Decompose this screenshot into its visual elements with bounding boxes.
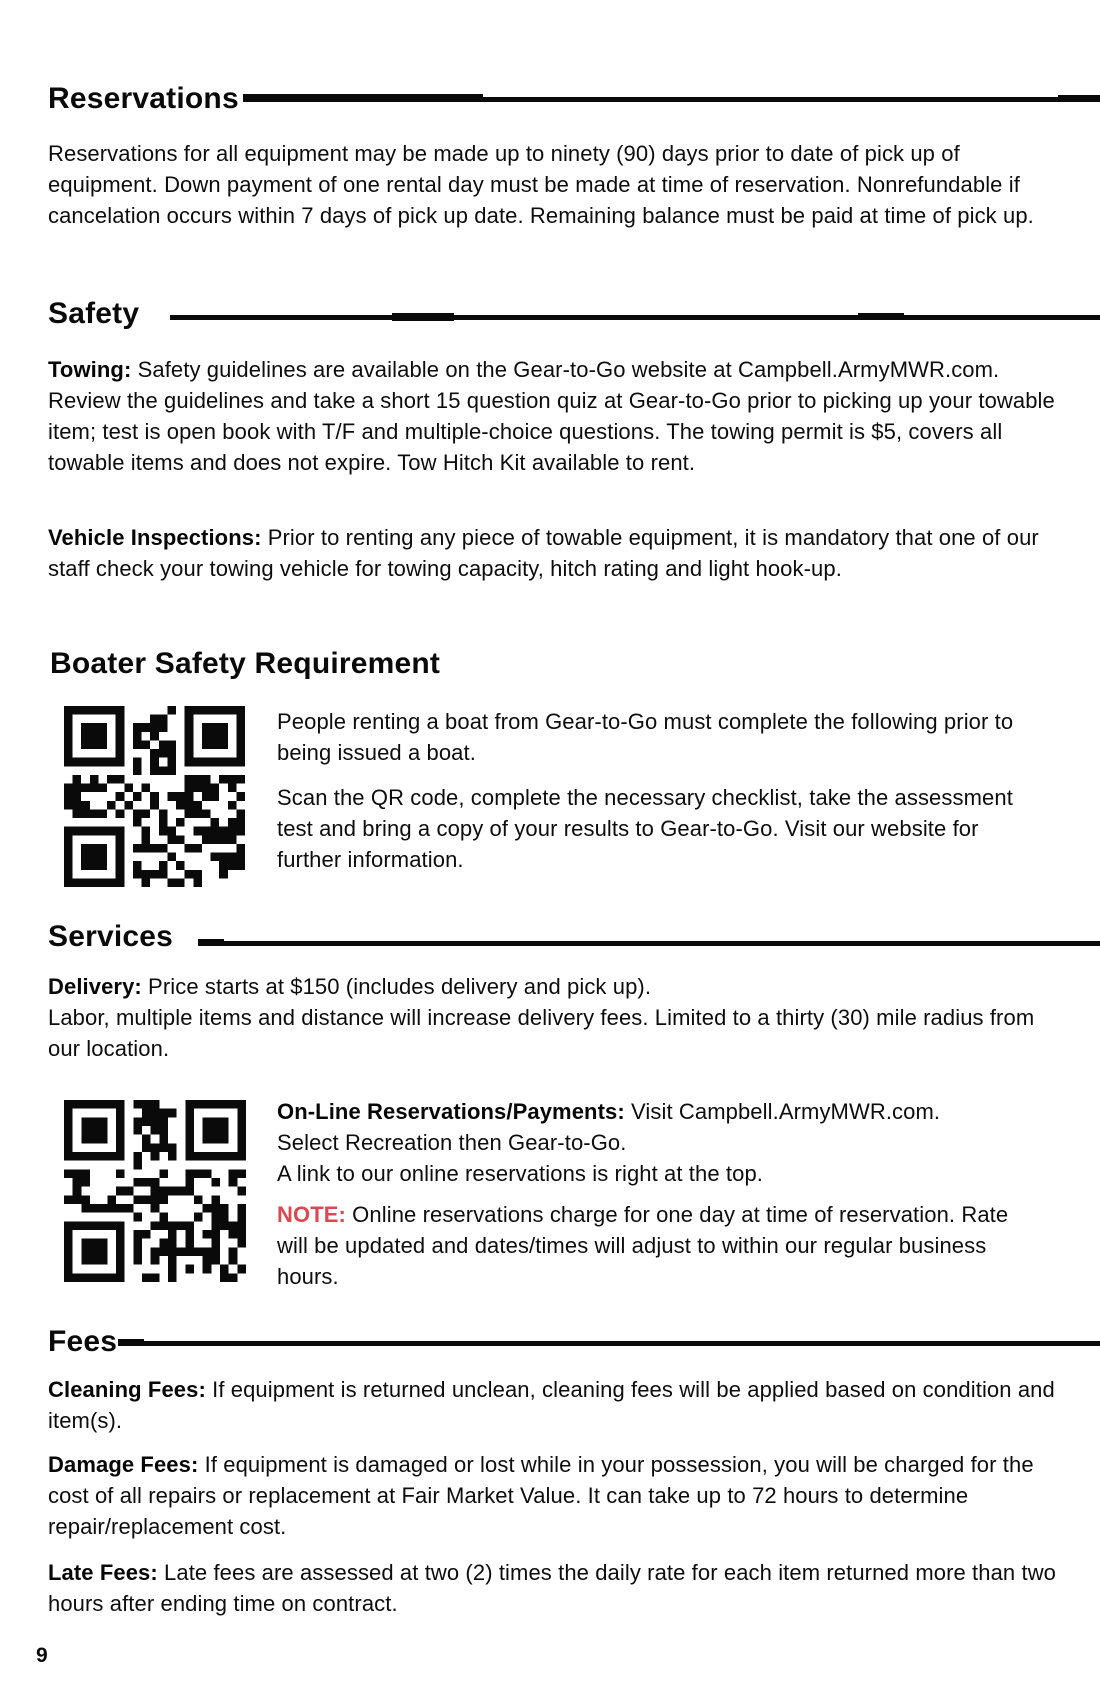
- delivery-line-1: [48, 971, 1058, 1002]
- online-line-3: A link to our online reservations is right at the top.: [277, 1161, 763, 1186]
- reservations-rule-stroke: [243, 94, 483, 102]
- safety-rule: [170, 315, 1100, 320]
- online-reservations-label: On-Line Reservations/Payments:: [277, 1099, 625, 1124]
- note-text: Online reservations charge for one day at time of reservation. Rate will be updated and dates/times will adjust to within our regular business hours.: [277, 1202, 1009, 1289]
- section-title-services: Services: [48, 920, 174, 953]
- late-fees-text: Late fees are assessed at two (2) times the daily rate for each item returned more than two hours after ending time on contract.: [48, 1560, 1057, 1616]
- online-line-2: Select Recreation then Gear-to-Go.: [277, 1130, 627, 1155]
- vehicle-inspections-text: Prior to renting any piece of towable equipment, it is mandatory that one of our staff check your towing vehicle for towing capacity, hitch rating and light hook-up.: [48, 525, 1039, 581]
- section-title-safety: Safety: [48, 297, 140, 330]
- services-rule-stroke: [198, 939, 224, 946]
- towing-text: Safety guidelines are available on the Gear-to-Go website at Campbell.ArmyMWR.com. Review the guidelines and take a short 15 question quiz at Gear-to-Go prior to picking up your towable item; test is open book with T/F and multiple-choice questions. The towing permit is $5, covers all towable items and does not expire. Tow Hitch Kit available to rent.: [48, 357, 1055, 475]
- delivery-label: Delivery:: [48, 974, 142, 999]
- boater-paragraph-2: Scan the QR code, complete the necessary checklist, take the assessment test and bring a copy of your results to Gear-to-Go. Visit our website for further information.: [277, 785, 1013, 872]
- cleaning-fees-paragraph: [48, 1374, 1058, 1436]
- safety-rule-stroke: [392, 313, 454, 321]
- boater-paragraph-1: People renting a boat from Gear-to-Go must complete the following prior to being issued a boat.: [277, 709, 1014, 765]
- cleaning-fees-text: If equipment is returned unclean, cleaning fees will be applied based on condition and item(s).: [48, 1377, 1055, 1433]
- section-title-fees: Fees: [48, 1325, 118, 1358]
- reservations-rule-end: [1058, 95, 1100, 102]
- online-line-1-text: Visit Campbell.ArmyMWR.com.: [624, 1099, 941, 1124]
- boater-safety-qr-code-icon: [64, 706, 245, 887]
- page-number: 9: [36, 1644, 48, 1667]
- online-reservations-qr-code-icon: [64, 1100, 246, 1282]
- section-title-reservations: Reservations: [48, 82, 239, 115]
- towing-paragraph: [48, 354, 1068, 478]
- late-fees-label: Late Fees:: [48, 1560, 158, 1585]
- delivery-rest: Labor, multiple items and distance will increase delivery fees. Limited to a thirty (30) mile radius from our location.: [48, 1005, 1035, 1061]
- note-paragraph: [277, 1199, 1033, 1292]
- services-rule: [198, 941, 1100, 946]
- section-title-boater-safety: Boater Safety Requirement: [50, 647, 441, 680]
- damage-fees-paragraph: [48, 1449, 1070, 1542]
- reservations-paragraph: Reservations for all equipment may be made up to ninety (90) days prior to date of pick up of equipment. Down payment of one rental day must be made at time of reservation. Nonrefundable if cancelation occurs within 7 days of pick up date. Remaining balance must be paid at time of pick up.: [48, 141, 1034, 228]
- fees-rule-stroke: [118, 1339, 144, 1346]
- safety-rule-stroke-2: [858, 313, 904, 320]
- delivery-line-1-text: Price starts at $150 (includes delivery and pick up).: [141, 974, 652, 999]
- towing-label: Towing:: [48, 357, 132, 382]
- vehicle-inspections-label: Vehicle Inspections:: [48, 525, 262, 550]
- cleaning-fees-label: Cleaning Fees:: [48, 1377, 206, 1402]
- note-label: NOTE:: [277, 1202, 346, 1227]
- delivery-paragraph: [48, 971, 1058, 1064]
- online-line-1: [277, 1096, 1047, 1127]
- damage-fees-label: Damage Fees:: [48, 1452, 199, 1477]
- damage-fees-text: If equipment is damaged or lost while in your possession, you will be charged for the cost of all repairs or replacement at Fair Market Value. It can take up to 72 hours to determine repair/replacement cost.: [48, 1452, 1034, 1539]
- online-reservations-paragraph: [277, 1096, 1047, 1189]
- late-fees-paragraph: [48, 1557, 1058, 1619]
- vehicle-inspections-paragraph: [48, 522, 1048, 584]
- fees-rule: [118, 1341, 1100, 1346]
